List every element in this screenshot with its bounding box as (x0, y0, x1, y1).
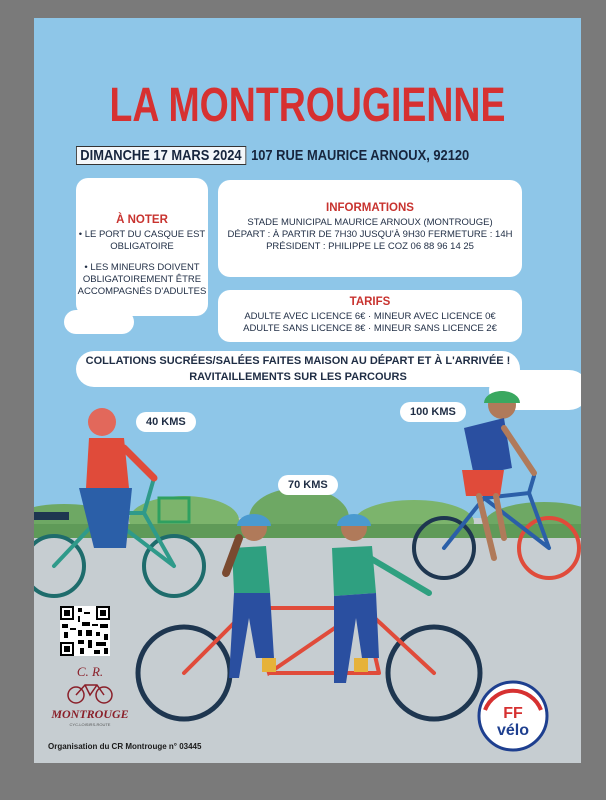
club-name: MONTROUGE (51, 707, 129, 721)
tarif-line: ADULTE SANS LICENCE 8€ · MINEUR SANS LICENCE 2€ (243, 323, 497, 334)
ffvelo-ff: FF (503, 705, 523, 722)
tarif-line: ADULTE AVEC LICENCE 6€ · MINEUR AVEC LICENCE 0€ (244, 311, 496, 322)
distance-100-pill: 100 KMS (400, 402, 466, 422)
tandem-cyclists (138, 514, 480, 719)
ffvelo-velo: vélo (496, 722, 530, 739)
note-item: • LES MINEURS DOIVENT OBLIGATOIREMENT ÊTRE ACCOMPAGNÉS D'ADULTES (77, 262, 207, 297)
banner-line: COLLATIONS SUCRÉES/SALÉES FAITES MAISON AU DÉPART ET À L'ARRIVÉE ! (85, 355, 511, 367)
address-label: 107 RUE MAURICE ARNOUX, 92120 (251, 147, 470, 164)
ffvelo-logo (477, 680, 549, 752)
note-item: • LE PORT DU CASQUE EST OBLIGATOIRE (78, 229, 206, 252)
bicycle-icon (65, 680, 115, 704)
organisation-label: Organisation du CR Montrouge n° 03445 (48, 742, 202, 751)
date-label: DIMANCHE 17 MARS 2024 (76, 146, 246, 165)
info-line: PRÉSIDENT : PHILIPPE LE COZ 06 88 96 14 25 (266, 241, 474, 252)
tarifs-heading: TARIFS (349, 296, 391, 308)
banner-line: RAVITAILLEMENTS SUR LES PARCOURS (189, 371, 407, 383)
poster-title: LA MONTROUGIENNE (109, 79, 506, 132)
info-line: DÉPART : À PARTIR DE 7H30 JUSQU'À 9H30 FERMETURE : 14H (227, 229, 513, 240)
event-poster (34, 18, 581, 763)
note-heading: À NOTER (116, 214, 168, 226)
right-cyclist (414, 391, 579, 578)
info-heading: INFORMATIONS (326, 202, 414, 214)
club-initials: C. R. (76, 664, 104, 679)
club-logo (50, 664, 130, 727)
cyclists-illustration (34, 18, 581, 763)
qr-code (60, 606, 110, 656)
info-line: STADE MUNICIPAL MAURICE ARNOUX (MONTROUGE) (247, 217, 493, 228)
distance-40-pill: 40 KMS (136, 412, 196, 432)
distance-70-pill: 70 KMS (278, 475, 338, 495)
club-subtitle: CYC-LOISIRS-ROUTE (69, 722, 111, 727)
left-cyclist (34, 408, 204, 596)
